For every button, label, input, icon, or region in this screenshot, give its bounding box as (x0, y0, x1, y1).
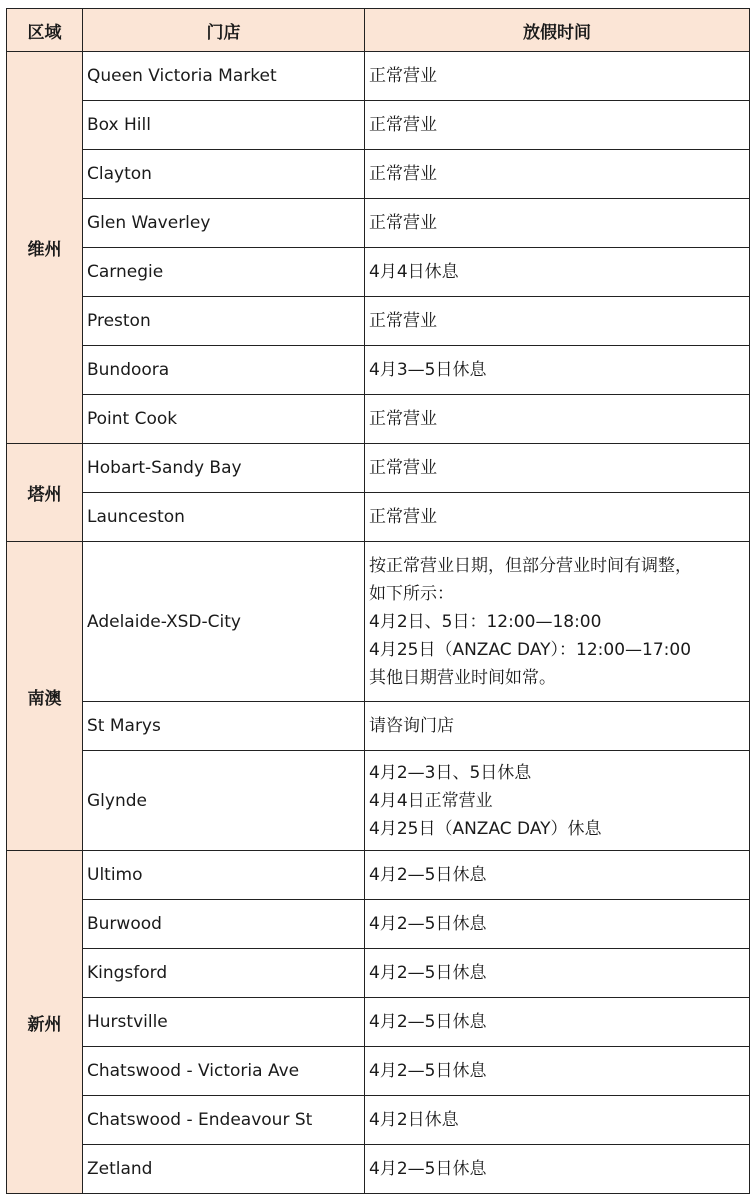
hours-line: 4月2—5日休息 (369, 963, 487, 983)
table-row (7, 199, 750, 248)
hours-cell (365, 751, 750, 851)
hours-line: 4月2日、5日：12:00—18:00 (369, 611, 602, 632)
table-row (7, 346, 750, 395)
hours-line: 正常营业 (369, 458, 437, 478)
store-cell: Zetland (83, 1145, 365, 1194)
hours-line: 4月2—5日休息 (369, 1061, 487, 1081)
hours-cell (365, 493, 750, 542)
table-row (7, 150, 750, 199)
table-row (7, 1096, 750, 1145)
table-row (7, 395, 750, 444)
hours-cell (365, 346, 750, 395)
hours-cell (365, 1047, 750, 1096)
hours-line: 正常营业 (369, 507, 437, 527)
hours-line: 按正常营业日期，但部分营业时间有调整， (369, 555, 692, 576)
hours-cell (365, 998, 750, 1047)
hours-cell (365, 542, 750, 702)
header-store: 门店 (83, 9, 365, 52)
header-row (7, 9, 750, 52)
hours-cell (365, 199, 750, 248)
store-cell: Queen Victoria Market (83, 52, 365, 101)
hours-line: 4月4日休息 (369, 262, 459, 282)
hours-cell (365, 702, 750, 751)
hours-line: 如下所示： (369, 583, 454, 604)
store-cell: Ultimo (83, 851, 365, 900)
hours-line: 4月4日正常营业 (369, 790, 493, 811)
store-cell: Clayton (83, 150, 365, 199)
hours-line: 4月2—3日、5日休息 (369, 762, 532, 783)
table-row (7, 702, 750, 751)
table-row (7, 751, 750, 851)
hours-cell (365, 395, 750, 444)
hours-line: 4月25日（ANZAC DAY）休息 (369, 818, 602, 839)
hours-line: 正常营业 (369, 164, 437, 184)
hours-line: 其他日期营业时间如常。 (369, 667, 556, 688)
hours-line: 正常营业 (369, 311, 437, 331)
table-row (7, 444, 750, 493)
store-cell: Glen Waverley (83, 199, 365, 248)
hours-line: 4月2—5日休息 (369, 865, 487, 885)
hours-cell (365, 52, 750, 101)
store-cell: Glynde (83, 751, 365, 851)
table-body (7, 52, 750, 1194)
table-row (7, 52, 750, 101)
store-cell: Chatswood - Victoria Ave (83, 1047, 365, 1096)
table-row (7, 248, 750, 297)
store-cell: St Marys (83, 702, 365, 751)
region-cell: 南澳 (7, 542, 83, 851)
region-cell: 塔州 (7, 444, 83, 542)
hours-line: 正常营业 (369, 115, 437, 135)
hours-line: 4月2—5日休息 (369, 914, 487, 934)
store-cell: Chatswood - Endeavour St (83, 1096, 365, 1145)
hours-cell (365, 101, 750, 150)
hours-cell (365, 444, 750, 493)
header-hours: 放假时间 (365, 9, 750, 52)
header-region: 区域 (7, 9, 83, 52)
hours-line: 正常营业 (369, 66, 437, 86)
store-cell: Preston (83, 297, 365, 346)
table-row (7, 493, 750, 542)
hours-line: 4月3—5日休息 (369, 360, 487, 380)
store-cell: Hobart-Sandy Bay (83, 444, 365, 493)
hours-line: 4月25日（ANZAC DAY）：12:00—17:00 (369, 639, 692, 660)
store-cell: Launceston (83, 493, 365, 542)
table-row (7, 851, 750, 900)
region-cell: 新州 (7, 851, 83, 1194)
store-cell: Point Cook (83, 395, 365, 444)
table-row (7, 1047, 750, 1096)
store-cell: Kingsford (83, 949, 365, 998)
hours-cell (365, 851, 750, 900)
table-row (7, 1145, 750, 1194)
hours-line: 4月2—5日休息 (369, 1012, 487, 1032)
table-row (7, 998, 750, 1047)
hours-cell (365, 297, 750, 346)
hours-line: 请咨询门店 (369, 716, 454, 736)
hours-cell (365, 150, 750, 199)
hours-cell (365, 1145, 750, 1194)
store-cell: Bundoora (83, 346, 365, 395)
store-cell: Hurstville (83, 998, 365, 1047)
table-row (7, 542, 750, 702)
hours-line: 正常营业 (369, 213, 437, 233)
hours-cell (365, 1096, 750, 1145)
hours-cell (365, 949, 750, 998)
table-row (7, 101, 750, 150)
store-cell: Carnegie (83, 248, 365, 297)
holiday-hours-table (6, 8, 750, 1194)
store-cell: Adelaide-XSD-City (83, 542, 365, 702)
hours-line: 4月2日休息 (369, 1110, 459, 1130)
hours-line: 4月2—5日休息 (369, 1159, 487, 1179)
region-cell: 维州 (7, 52, 83, 444)
table-row (7, 297, 750, 346)
table-row (7, 949, 750, 998)
store-cell: Burwood (83, 900, 365, 949)
hours-cell (365, 248, 750, 297)
hours-cell (365, 900, 750, 949)
hours-line: 正常营业 (369, 409, 437, 429)
table-row (7, 900, 750, 949)
store-cell: Box Hill (83, 101, 365, 150)
